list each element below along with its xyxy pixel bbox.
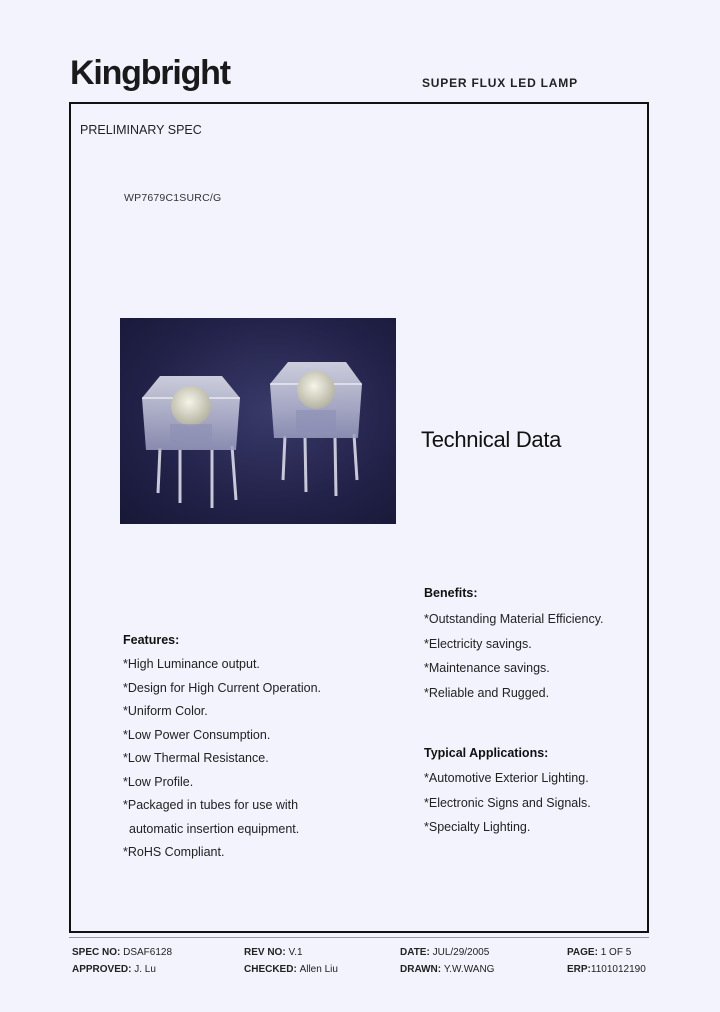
led-left-icon (142, 376, 240, 508)
list-item: automatic insertion equipment. (129, 821, 300, 836)
date-label: DATE: (400, 947, 430, 958)
list-item: *Reliable and Rugged. (424, 685, 550, 700)
rev-no-value: V.1 (288, 947, 303, 958)
spec-status: PRELIMINARY SPEC (80, 123, 202, 137)
list-item: *Maintenance savings. (424, 661, 550, 675)
led-lamp-photo (120, 318, 396, 524)
list-item: *Specialty Lighting. (424, 820, 531, 834)
erp-value: 1101012190 (590, 964, 646, 975)
document-type: SUPER FLUX LED LAMP (422, 76, 578, 90)
list-item: *Low Thermal Resistance. (123, 751, 269, 765)
list-item: *Design for High Current Operation. (123, 680, 322, 695)
list-item: *Outstanding Material Efficiency. (424, 612, 604, 626)
list-item: *Low Power Consumption. (123, 727, 271, 742)
list-item: *RoHS Compliant. (123, 845, 225, 859)
footer-approved (72, 964, 156, 975)
page-label: PAGE: (567, 947, 598, 958)
footer-page (567, 947, 631, 958)
benefits-heading: Benefits: (424, 586, 478, 600)
footer-date (400, 947, 489, 958)
list-item: *Packaged in tubes for use with (123, 798, 299, 812)
checked-label: CHECKED: (244, 964, 297, 975)
list-item: *Electricity savings. (424, 636, 532, 651)
led-right-icon (270, 362, 362, 496)
led-lamp-illustration (120, 318, 396, 524)
list-item: *Uniform Color. (123, 704, 208, 718)
applications-heading: Typical Applications: (424, 746, 549, 760)
spec-no-value: DSAF6128 (123, 947, 173, 958)
rev-no-label: REV NO: (244, 947, 286, 958)
applications-list (424, 770, 591, 844)
list-item: *Electronic Signs and Signals. (424, 795, 591, 810)
drawn-label: DRAWN: (400, 964, 442, 975)
list-item: *High Luminance output. (123, 657, 260, 671)
brand-logo: Kingbright (70, 54, 230, 92)
footer-rev-no (244, 947, 303, 958)
features-list (123, 656, 383, 868)
approved-value: J. Lu (134, 964, 156, 975)
erp-label: ERP: (567, 964, 591, 975)
list-item: *Low Profile. (123, 774, 194, 789)
spec-no-label: SPEC NO: (72, 947, 121, 958)
drawn-value: Y.W.WANG (443, 964, 495, 975)
benefits-list (424, 611, 604, 709)
footer-drawn (400, 964, 494, 975)
page-value: 1 OF 5 (600, 947, 632, 958)
list-item: *Automotive Exterior Lighting. (424, 771, 589, 785)
footer-erp (567, 964, 646, 975)
footer-divider (69, 937, 649, 938)
footer-checked (244, 964, 338, 975)
approved-label: APPROVED: (72, 964, 132, 975)
date-value: JUL/29/2005 (432, 947, 490, 958)
part-number: WP7679C1SURC/G (124, 192, 222, 204)
checked-value: Allen Liu (299, 964, 338, 975)
technical-data-title: Technical Data (421, 427, 562, 452)
footer-spec-no (72, 947, 172, 958)
features-heading: Features: (123, 633, 180, 647)
